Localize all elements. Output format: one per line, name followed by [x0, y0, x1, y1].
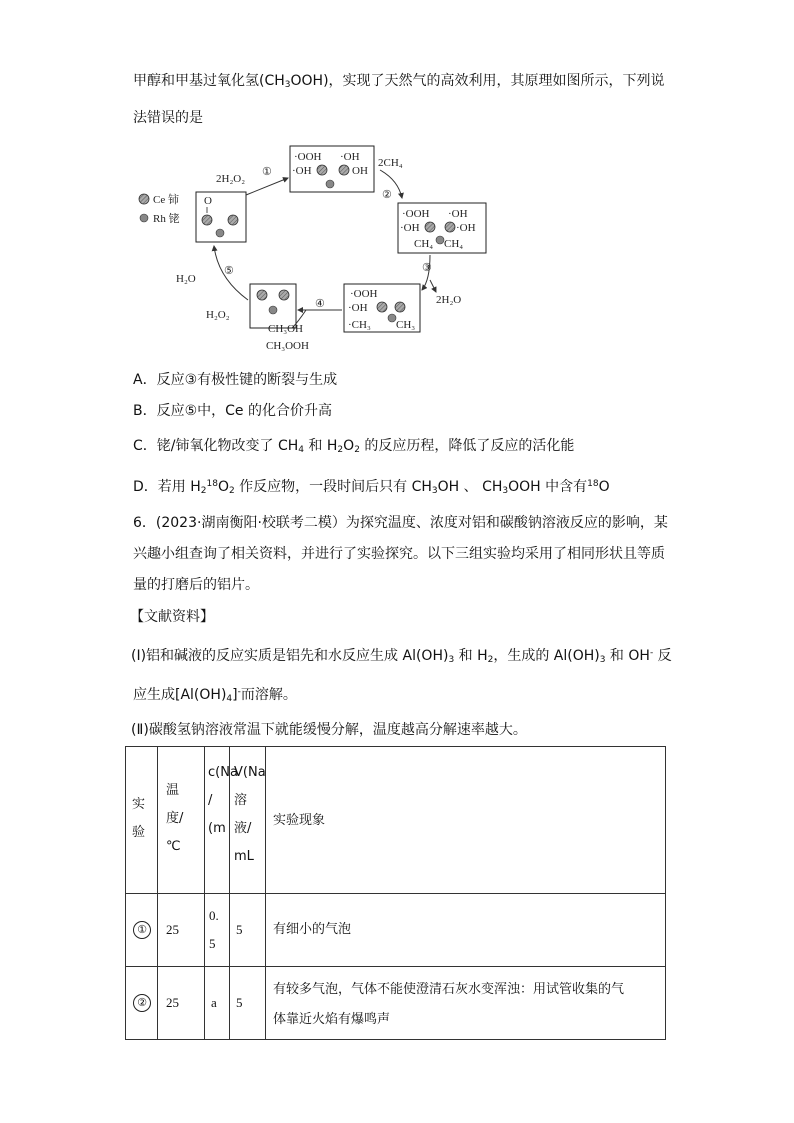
- header-observation: 实验现象: [273, 813, 326, 828]
- svg-text:①: ①: [262, 166, 272, 178]
- row-id: ①: [133, 921, 151, 939]
- header-temperature: 温 度/ ℃: [166, 783, 184, 854]
- svg-text:·OH: ·OH: [448, 208, 468, 220]
- reference-1-line-1: (Ⅰ)铝和碱液的反应实质是铝先和水反应生成 $Al(OH)_3$ 和 $H_2$，生成的 $Al(OH)_3$ 和 OH- 反: [131, 648, 672, 665]
- svg-text:OH: OH: [352, 165, 368, 177]
- svg-text:2H₂O₂: 2H₂O₂: [216, 173, 246, 185]
- row-observation: 有较多气泡，气体不能使澄清石灰水变浑浊：用试管收集的气 体靠近火焰有爆鸣声: [273, 982, 625, 1027]
- svg-text:H₂O: H₂O: [176, 273, 196, 285]
- reaction-cycle-diagram: [130, 140, 500, 360]
- q6-line-3: 量的打磨后的铝片。: [133, 577, 259, 593]
- row-id: ②: [133, 994, 151, 1012]
- row-vol: 5: [236, 995, 243, 1010]
- svg-text:2CH₄: 2CH₄: [378, 157, 403, 169]
- svg-text:H₂O₂: H₂O₂: [206, 309, 230, 321]
- svg-text:·OH: ·OH: [340, 151, 360, 163]
- svg-text:·CH₃: ·CH₃: [348, 319, 371, 331]
- svg-text:④: ④: [315, 298, 325, 310]
- intro-line-2: 法错误的是: [133, 110, 203, 126]
- option-b[interactable]: B．反应⑤中，Ce 的化合价升高: [133, 403, 332, 419]
- svg-text:2H₂O: 2H₂O: [436, 294, 462, 306]
- reference-heading: 【文献资料】: [130, 609, 214, 625]
- row-vol: 5: [236, 922, 243, 937]
- option-a[interactable]: A．反应③有极性键的断裂与生成: [133, 372, 338, 388]
- ce-legend-label: Ce 铈: [153, 194, 179, 206]
- svg-text:O: O: [204, 195, 212, 207]
- table-header-row: [126, 747, 666, 894]
- rh-legend-icon: [140, 214, 148, 222]
- q6-line-2: 兴趣小组查询了相关资料，并进行了实验探究。以下三组实验均采用了相同形状且等质: [133, 546, 665, 562]
- header-experiment: 实 验: [132, 797, 146, 840]
- svg-text:·OH: ·OH: [400, 222, 420, 234]
- reference-2: (Ⅱ)碳酸氢钠溶液常温下就能缓慢分解，温度越高分解速率越大。: [131, 722, 527, 738]
- svg-text:⑤: ⑤: [224, 265, 234, 277]
- option-c[interactable]: C．铑/铈氧化物改变了 $CH_4$ 和 $H_2O_2$ 的反应历程，降低了反应的活化能: [133, 438, 575, 455]
- svg-text:·OH: ·OH: [348, 302, 368, 314]
- svg-text:·OH: ·OH: [292, 165, 312, 177]
- row-temp: 25: [166, 995, 179, 1010]
- svg-text:CH₄: CH₄: [444, 238, 464, 250]
- row-observation: 有细小的气泡: [273, 922, 352, 937]
- intro-line-1: 甲醇和甲基过氧化氢$(CH_3OOH)$，实现了天然气的高效利用，其原理如图所示，下列说: [133, 73, 665, 90]
- svg-text:CH₄: CH₄: [414, 238, 434, 250]
- svg-text:②: ②: [382, 189, 392, 201]
- row-conc: 0. 5: [209, 908, 219, 951]
- experiment-table: [125, 746, 666, 1040]
- table-row: [126, 967, 666, 1040]
- rh-legend-label: Rh 铑: [153, 213, 180, 225]
- q6-line-1: 6．(2023·湖南衡阳·校联考二模）为探究温度、浓度对铝和碳酸钠溶液反应的影响，某: [133, 515, 668, 531]
- svg-text:③: ③: [422, 262, 432, 274]
- ce-legend-icon: [139, 194, 149, 204]
- header-volume: V(Na 溶 液/ mL: [234, 765, 266, 864]
- table-row: [126, 894, 666, 967]
- header-concentration: c(Na / (m: [208, 765, 238, 836]
- svg-text:·OOH: ·OOH: [402, 208, 430, 220]
- option-d[interactable]: D．若用 $H_2^{18}O_2$ 作反应物，一段时间后只有 $CH_3OH$ 、 $CH_3OOH$ 中含有$^{18}$O: [133, 479, 610, 496]
- svg-text:·OOH: ·OOH: [350, 288, 378, 300]
- svg-text:CH₃OOH: CH₃OOH: [266, 340, 309, 352]
- svg-text:CH₃OH: CH₃OH: [268, 323, 304, 335]
- row-temp: 25: [166, 922, 179, 937]
- reference-1-line-2: 应生成$[Al(OH)_4]^-$而溶解。: [133, 687, 297, 704]
- svg-text:·OOH: ·OOH: [294, 151, 322, 163]
- svg-text:·OH: ·OH: [456, 222, 476, 234]
- row-conc: a: [211, 995, 217, 1010]
- svg-text:CH₃: CH₃: [396, 319, 416, 331]
